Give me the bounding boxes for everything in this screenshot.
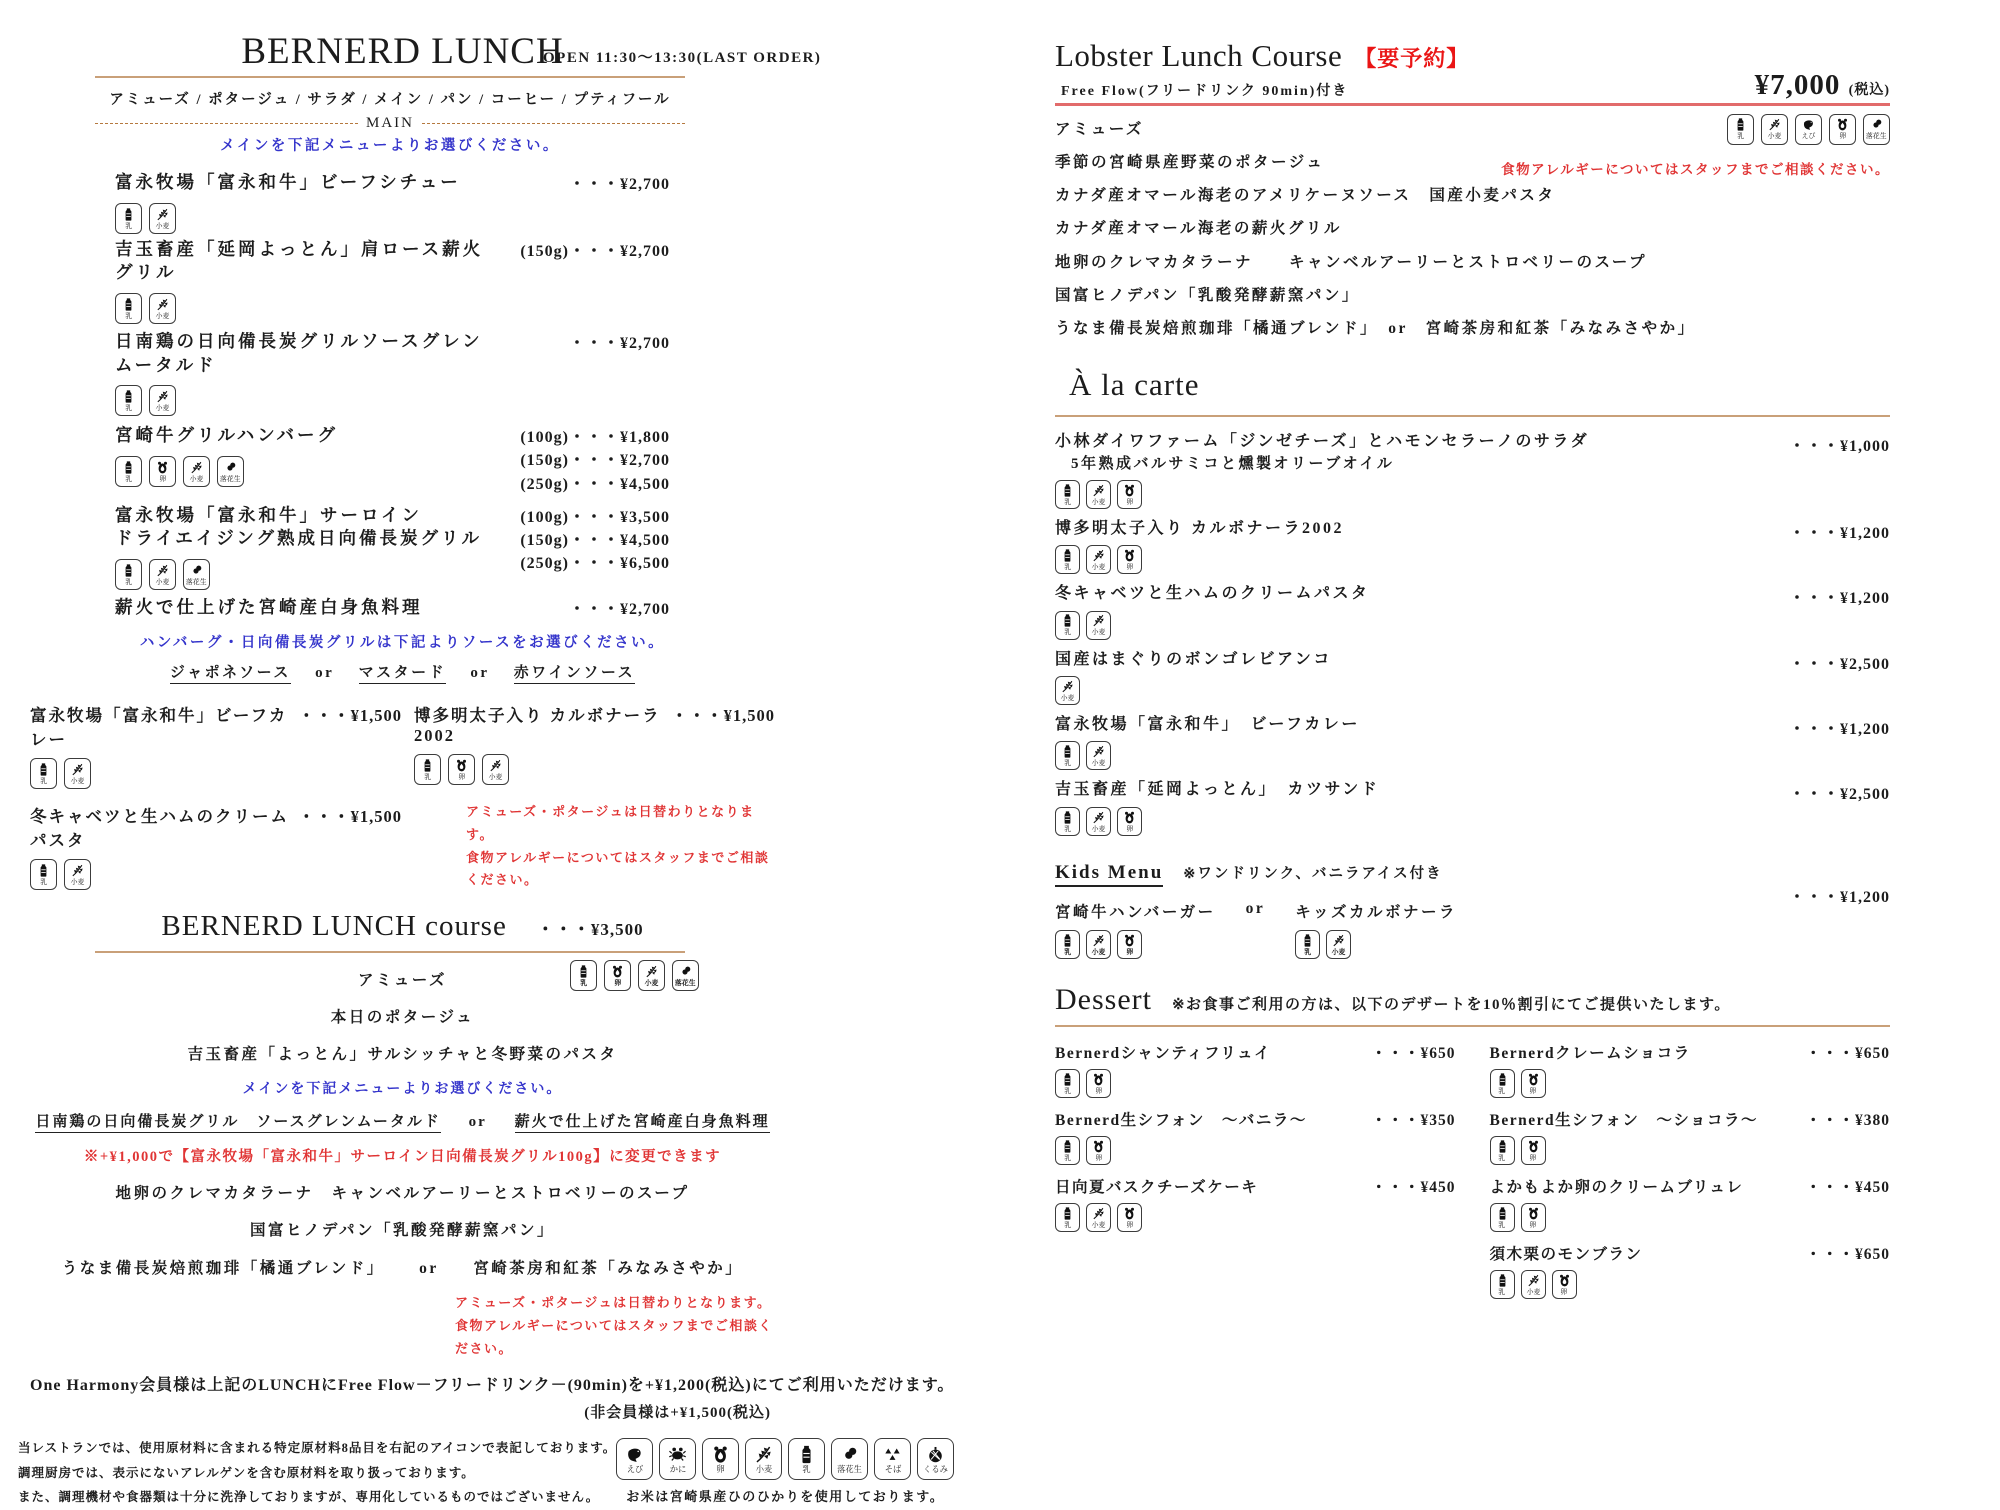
item-price: ・・・¥1,500 (298, 807, 402, 827)
allergy-note: 食物アレルギーについてはスタッフまでご相談ください。 (455, 1317, 773, 1356)
walnut-icon: くるみ (917, 1438, 954, 1480)
divider-dash (422, 123, 685, 124)
wheat-icon: 小麦 (149, 203, 176, 234)
milk-icon: 乳 (1055, 1203, 1080, 1232)
alacarte-title: À la carte (1069, 367, 1200, 403)
wheat-icon: 小麦 (1086, 1203, 1111, 1232)
allergen-row (1055, 611, 1370, 640)
menu-item (30, 504, 775, 590)
item-name: 富永牧場「富永和牛」ビーフシチュー (115, 172, 461, 192)
dessert-title: Dessert (1055, 982, 1152, 1016)
allergen-row (1490, 1136, 1891, 1165)
item-name: Bernerdシャンティフリュイ (1055, 1044, 1271, 1062)
course-title: BERNERD LUNCH course (161, 910, 507, 943)
lobster-course-line: 地卵のクレマカタラーナ キャンベルアーリーとストロベリーのスープ (1055, 253, 1647, 271)
sauce-note: ハンバーグ・日向備長炭グリルは下記よりソースをお選びください。 (139, 635, 666, 652)
crab-icon: かに (659, 1438, 696, 1480)
peanut-icon: 落花生 (217, 456, 244, 487)
milk-icon: 乳 (30, 758, 57, 789)
egg-icon: 卵 (448, 754, 475, 785)
item-name: キッズカルボナーラ (1295, 903, 1457, 921)
item-price: (100g)・・・¥3,500 (520, 508, 670, 526)
wheat-icon: 小麦 (482, 754, 509, 785)
coffee-option: うなま備長炭焙煎珈琲「橘通ブレンド」 (61, 1260, 385, 1278)
allergen-row (1055, 545, 1344, 574)
header-rule (95, 76, 685, 78)
egg-icon: 卵 (1117, 480, 1142, 509)
item-price: ・・・¥650 (1370, 1044, 1456, 1062)
lobster-course-line: カナダ産オマール海老の薪火グリル (1055, 220, 1342, 238)
item-name: よかもよか卵のクリームブリュレ (1489, 1178, 1744, 1196)
allergen-row (1490, 1069, 1891, 1098)
allergen-row (30, 758, 402, 789)
kids-menu (1055, 862, 1890, 959)
wheat-icon: 小麦 (1086, 930, 1111, 959)
lobster-title: Lobster Lunch Course (1055, 38, 1343, 73)
item-name: Bernerdクレームショコラ (1489, 1044, 1691, 1062)
allergen-row (414, 754, 775, 785)
course-choice: 薪火で仕上げた宮崎産白身魚料理 (515, 1114, 770, 1133)
item-name: 博多明太子入り カルボナーラ2002 (414, 706, 661, 746)
menu-item (1055, 1108, 1456, 1165)
egg-icon: 卵 (1521, 1203, 1546, 1232)
item-name: 吉玉畜産「延岡よっとん」 カツサンド (1055, 781, 1380, 799)
course-line: 地卵のクレマカタラーナ キャンベルアーリーとストロベリーのスープ (115, 1185, 690, 1203)
milk-icon: 乳 (1055, 545, 1080, 574)
item-name: 吉玉畜産「延岡よっとん」肩ロース薪火グリル (115, 238, 484, 283)
course-line (30, 968, 775, 990)
allergen-row (115, 203, 495, 234)
wheat-icon: 小麦 (1521, 1270, 1546, 1299)
daily-note: アミューズ・ポタージュは日替わりとなります。 (455, 1295, 772, 1311)
egg-icon: 卵 (1521, 1136, 1546, 1165)
lobster-course-line: うなま備長炭焙煎珈琲「橘通ブレンド」 or 宮崎茶房和紅茶「みなみさやか」 (1055, 320, 1696, 338)
lobster-subtitle: Free Flow(フリードリンク 90min)付き (1061, 84, 1349, 99)
wheat-icon: 小麦 (149, 385, 176, 416)
milk-icon: 乳 (570, 960, 597, 991)
milk-icon: 乳 (1295, 930, 1320, 959)
wheat-icon: 小麦 (183, 456, 210, 487)
item-name: 薪火で仕上げた宮崎産白身魚料理 (115, 596, 423, 617)
alacarte-items (1055, 431, 1890, 835)
item-price: ・・・¥1,200 (1788, 720, 1890, 738)
kids-options (1055, 900, 1890, 959)
non-member-note: (非会員様は+¥1,500(税込) (584, 1405, 771, 1422)
allergen-row (1490, 1270, 1891, 1299)
egg-icon: 卵 (604, 960, 631, 991)
course-price: ・・・¥3,500 (536, 920, 644, 940)
item-name: Bernerd生シフォン ～ショコラ～ (1489, 1111, 1759, 1129)
allergen-row (1490, 1203, 1891, 1232)
milk-icon: 乳 (1055, 807, 1080, 836)
main-items (30, 171, 775, 621)
course-header (30, 910, 775, 943)
peanut-icon: 落花生 (1863, 114, 1890, 145)
milk-icon: 乳 (115, 203, 142, 234)
milk-icon: 乳 (115, 456, 142, 487)
tax-label: (税込) (1848, 83, 1890, 98)
lobster-body (1055, 106, 1890, 338)
milk-icon: 乳 (1055, 480, 1080, 509)
item-name: 冬キャベツと生ハムのクリームパスタ (30, 807, 289, 851)
allergen-row (115, 293, 495, 324)
item-price: (150g)・・・¥2,700 (520, 242, 670, 260)
allergy-note: 食物アレルギーについてはスタッフまでご相談ください。 (1501, 161, 1890, 177)
allergen-row (1055, 676, 1332, 705)
item-name: 富永牧場「富永和牛」ビーフカレー (30, 706, 288, 750)
egg-icon: 卵 (1829, 114, 1856, 145)
lobster-header (1055, 38, 1890, 100)
right-page (1055, 38, 1890, 1299)
item-price: ・・・¥1,500 (298, 706, 402, 726)
allergen-row (1055, 1136, 1456, 1165)
allergen-row (1055, 480, 1589, 509)
item-price: (150g)・・・¥4,500 (520, 531, 670, 549)
item-name: 須木栗のモンブラン (1489, 1245, 1643, 1263)
milk-icon: 乳 (115, 293, 142, 324)
one-harmony-note: One Harmony会員様は上記のLUNCHにFree Flow－フリードリンク－(90min)を+¥1,200(税込)にてご利用いただけます。 (30, 1377, 955, 1395)
kids-title: Kids Menu (1055, 862, 1163, 887)
footnote-line: また、調理機材や食器類は十分に洗浄しておりますが、専用化しているものではございません。 (18, 1490, 600, 1505)
item-price: ・・・¥2,500 (1788, 655, 1890, 673)
egg-icon: 卵 (1117, 1203, 1142, 1232)
course-rule (95, 951, 685, 953)
egg-icon: 卵 (1117, 807, 1142, 836)
item-name: 宮崎牛ハンバーガー (1055, 903, 1216, 921)
item-price: ・・・¥2,700 (568, 334, 670, 352)
daily-note: アミューズ・ポタージュは日替わりとなります。 (466, 804, 755, 842)
wheat-icon: 小麦 (1761, 114, 1788, 145)
egg-icon: 卵 (1552, 1270, 1577, 1299)
item-name: 日向夏バスクチーズケーキ (1055, 1178, 1259, 1196)
or-label: or (470, 665, 490, 682)
course-choose-note: メインを下記メニューよりお選びください。 (242, 1082, 563, 1098)
menu-item (1055, 714, 1890, 770)
milk-icon: 乳 (1055, 1136, 1080, 1165)
item-name: 博多明太子入り カルボナーラ2002 (1055, 519, 1345, 537)
open-hours: OPEN 11:30～13:30(LAST ORDER) (543, 50, 822, 66)
dessert-header (1055, 983, 1890, 1017)
menu-item (1055, 1175, 1456, 1232)
sauce-options (30, 661, 775, 682)
footer (18, 1436, 949, 1509)
lunch-page (18, 30, 955, 1510)
course-line-text: アミューズ (358, 972, 447, 990)
milk-icon: 乳 (788, 1438, 825, 1480)
allergen-row (1055, 807, 1379, 836)
item-name: 冬キャベツと生ハムのクリームパスタ (1055, 585, 1370, 603)
menu-item (30, 702, 402, 750)
item-name-line2: ドライエイジング熟成日向備長炭グリル (115, 528, 482, 549)
allergen-row (1055, 1203, 1456, 1232)
or-label: or (419, 1260, 439, 1278)
allergen-row (115, 559, 495, 590)
menu-item (30, 330, 775, 416)
menu-item (1490, 1242, 1891, 1299)
item-price: ・・・¥380 (1805, 1111, 1890, 1129)
wheat-icon: 小麦 (638, 960, 665, 991)
milk-icon: 乳 (1055, 1069, 1080, 1098)
item-name-line2: 5年熟成バルサミコと燻製オリーブオイル (1071, 455, 1395, 472)
wheat-icon: 小麦 (149, 293, 176, 324)
menu-item (414, 702, 775, 746)
menu-item (1055, 649, 1890, 705)
or-label: or (1245, 899, 1266, 917)
item-price: ・・・¥1,200 (1788, 590, 1890, 608)
wheat-icon: 小麦 (745, 1438, 782, 1480)
milk-icon: 乳 (1055, 930, 1080, 959)
item-price: ・・・¥650 (1805, 1245, 1890, 1263)
course-line: 吉玉畜産「よっとん」サルシッチャと冬野菜のパスタ (187, 1046, 618, 1064)
item-name: Bernerd生シフォン ～バニラ～ (1055, 1111, 1307, 1129)
allergen-row (1295, 930, 1457, 959)
course-main-choice (30, 1110, 775, 1131)
sauce-option: 赤ワインソース (514, 665, 635, 684)
rice-note: お米は宮崎県産ひのひかりを使用しております。 (626, 1489, 945, 1505)
course-line: 国富ヒノデパン「乳酸発酵薪窯パン」 (250, 1222, 555, 1240)
item-price: (250g)・・・¥4,500 (520, 475, 670, 493)
wheat-icon: 小麦 (1326, 930, 1351, 959)
milk-icon: 乳 (1055, 611, 1080, 640)
allergen-row (1727, 114, 1890, 145)
tea-option: 宮崎茶房和紅茶「みなみさやか」 (473, 1260, 744, 1278)
item-name: 日南鶏の日向備長炭グリルソースグレンムータルド (115, 330, 483, 375)
milk-icon: 乳 (1490, 1203, 1515, 1232)
sauce-option: マスタード (359, 665, 447, 684)
item-price: ・・・¥1,000 (1788, 438, 1890, 456)
dessert-rule (1055, 1025, 1890, 1027)
shrimp-icon: えび (1795, 114, 1822, 145)
choose-note: メインを下記メニューよりお選びください。 (220, 138, 560, 154)
menu-item (1055, 583, 1890, 639)
menu-item (30, 424, 775, 496)
menu-item (30, 596, 775, 621)
kids-option (1295, 900, 1457, 959)
page-title: BERNERD LUNCH (241, 31, 564, 72)
item-price: ・・・¥2,700 (568, 600, 670, 618)
peanut-icon: 落花生 (183, 559, 210, 590)
price-amount: ¥7,000 (1754, 69, 1841, 101)
wheat-icon: 小麦 (1055, 676, 1080, 705)
item-price: (100g)・・・¥1,800 (520, 429, 670, 447)
wheat-icon: 小麦 (64, 758, 91, 789)
sauce-option: ジャポネソース (170, 665, 291, 684)
dessert-note: ※お食事ご利用の方は、以下のデザートを10％割引にてご提供いたします。 (1171, 996, 1731, 1013)
item-price: ・・・¥350 (1370, 1111, 1456, 1129)
allergen-row (1055, 741, 1360, 770)
peanut-icon: 落花生 (831, 1438, 868, 1480)
item-name: 富永牧場「富永和牛」サーロイン (115, 504, 422, 525)
or-label: or (315, 665, 335, 682)
egg-icon: 卵 (1521, 1069, 1546, 1098)
menu-item (1055, 1041, 1456, 1098)
item-price: (150g)・・・¥2,700 (520, 452, 670, 470)
lobster-course-line: カナダ産オマール海老のアメリケーヌソース 国産小麦パスタ (1055, 187, 1556, 205)
item-name: 富永牧場「富永和牛」 ビーフカレー (1055, 715, 1360, 733)
menu-item (1490, 1041, 1891, 1098)
item-price: ・・・¥650 (1805, 1044, 1890, 1062)
milk-icon: 乳 (1055, 741, 1080, 770)
egg-icon: 卵 (1086, 1069, 1111, 1098)
course-choice: 日南鶏の日向備長炭グリル ソースグレンムータルド (35, 1114, 441, 1133)
shrimp-icon: えび (616, 1438, 653, 1480)
milk-icon: 乳 (414, 754, 441, 785)
egg-icon: 卵 (149, 456, 176, 487)
egg-icon: 卵 (1086, 1136, 1111, 1165)
allergen-legend (616, 1436, 954, 1505)
kids-price: ・・・¥1,200 (1788, 888, 1890, 906)
egg-icon: 卵 (1117, 930, 1142, 959)
lobster-course-line: 国富ヒノデパン「乳酸発酵薪窯パン」 (1055, 286, 1360, 304)
menu-item (1055, 518, 1890, 574)
menu-item (30, 803, 402, 851)
item-price: ・・・¥2,700 (568, 176, 670, 193)
upgrade-note: ※+¥1,000で【富永牧場「富永和牛」サーロイン日向備長炭グリル100g】に変更できます (83, 1149, 722, 1166)
item-price: ・・・¥450 (1805, 1178, 1890, 1196)
milk-icon: 乳 (115, 385, 142, 416)
wheat-icon: 小麦 (64, 859, 91, 890)
item-price: ・・・¥2,500 (1788, 786, 1890, 804)
allergy-note: 食物アレルギーについてはスタッフまでご相談ください。 (466, 849, 770, 888)
milk-icon: 乳 (1727, 114, 1754, 145)
course-drink-choice (30, 1256, 775, 1278)
egg-icon: 卵 (702, 1438, 739, 1480)
dessert-grid (1055, 1041, 1890, 1299)
menu-item (1490, 1108, 1891, 1165)
milk-icon: 乳 (1490, 1270, 1515, 1299)
footnote-line: 調理厨房では、表示にないアレルゲンを含む原材料を取り扱っております。 (18, 1465, 475, 1480)
allergen-row (30, 859, 402, 890)
lobster-price (1755, 69, 1890, 102)
wheat-icon: 小麦 (149, 559, 176, 590)
wheat-icon: 小麦 (1086, 480, 1111, 509)
menu-item (1055, 431, 1890, 508)
allergen-footnotes (18, 1436, 616, 1509)
divider-dash (95, 123, 358, 124)
lobster-course-line: 季節の宮崎県産野菜のポタージュ (1055, 153, 1325, 171)
milk-icon: 乳 (1490, 1069, 1515, 1098)
kids-note: ※ワンドリンク、バニラアイス付き (1183, 865, 1443, 882)
menu-item (1490, 1175, 1891, 1232)
egg-icon: 卵 (1117, 545, 1142, 574)
item-price: ・・・¥450 (1370, 1178, 1456, 1196)
wheat-icon: 小麦 (1086, 807, 1111, 836)
menu-item (1055, 779, 1890, 835)
milk-icon: 乳 (1490, 1136, 1515, 1165)
daily-allergy-note (414, 801, 775, 892)
item-price: ・・・¥1,500 (671, 706, 775, 726)
allergen-row (115, 456, 495, 487)
wheat-icon: 小麦 (1086, 611, 1111, 640)
item-name: 小林ダイワファーム「ジンゼチーズ」とハモンセラーノのサラダ (1055, 433, 1590, 451)
milk-icon: 乳 (30, 859, 57, 890)
footnote-line: 当レストランでは、使用原材料に含まれる特定原材料8品目を右記のアイコンで表記しております。 (18, 1441, 617, 1456)
wheat-icon: 小麦 (1086, 545, 1111, 574)
reservation-badge: 【要予約】 (1354, 46, 1470, 71)
quick-menu (30, 702, 775, 892)
allergen-legend-row (616, 1438, 954, 1480)
main-divider-label: MAIN (366, 115, 414, 131)
kids-option (1055, 900, 1216, 959)
lobster-course-line: アミューズ (1055, 120, 1144, 138)
item-price: (250g)・・・¥6,500 (520, 555, 670, 573)
menu-item (30, 171, 775, 234)
item-name: 宮崎牛グリルハンバーグ (115, 425, 339, 446)
peanut-icon: 落花生 (672, 960, 699, 991)
item-name: 国産はまぐりのボンゴレビアンコ (1055, 650, 1332, 668)
allergen-row (115, 385, 495, 416)
soba-icon: そば (874, 1438, 911, 1480)
allergen-row (570, 960, 699, 991)
wheat-icon: 小麦 (1086, 741, 1111, 770)
main-divider (95, 115, 685, 132)
item-price: ・・・¥1,200 (1788, 524, 1890, 542)
course-flow: アミューズ / ポタージュ / サラダ / メイン / パン / コーヒー / プティフール (109, 92, 671, 108)
daily-allergy-note (455, 1292, 775, 1360)
allergen-row (1055, 1069, 1456, 1098)
allergen-row (1055, 930, 1216, 959)
menu-item (30, 238, 775, 324)
milk-icon: 乳 (115, 559, 142, 590)
lunch-header (30, 30, 822, 76)
alacarte-rule (1055, 415, 1890, 417)
course-line: 本日のポタージュ (330, 1009, 475, 1027)
or-label: or (468, 1114, 487, 1131)
